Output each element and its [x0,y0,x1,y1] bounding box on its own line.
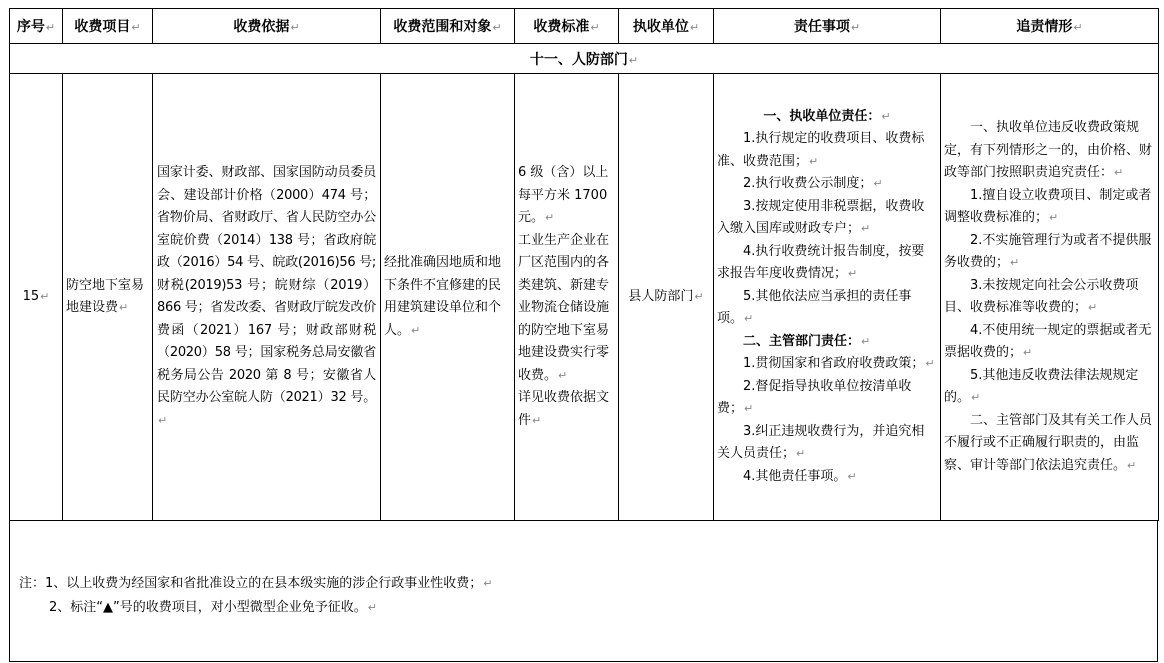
cell-scope: 经批准确因地质和地下条件不宜修建的民用建筑建设单位和个人。↵ [381,74,515,521]
resp-item: 1.执行规定的收费项目、收费标准、收费范围；↵ [717,131,925,169]
resp-item: 2.督促指导执收单位按清单收费；↵ [717,378,912,417]
standard-line-1: 6 级（含）以上每平方米 1700 元。↵ [518,165,609,225]
standard-line-3: 详见收费依据文件↵ [518,390,610,428]
header-standard: 收费标准↵ [515,9,619,44]
resp-item: 2.执行收费公示制度；↵ [743,176,883,192]
cell-standard [515,74,619,521]
header-basis: 收费依据↵ [153,9,381,44]
resp-item: 3.纠正违规收费行为，并追究相关人员责任；↵ [717,423,925,462]
table-row [10,74,1159,521]
header-item: 收费项目↵ [63,9,153,44]
cell-responsibility [714,74,941,521]
cell-item: 防空地下室易地建设费↵ [63,74,153,521]
section-row [10,44,1159,74]
account-item: 3.未按规定向社会公示收费项目、收费标准等收费的；↵ [944,277,1139,315]
resp-item: 4.其他责任事项。↵ [743,468,857,484]
resp-heading-1: 一、执收单位责任：↵ [763,108,891,124]
account-item: 1.擅自设立收费项目、制定或者调整收费标准的；↵ [944,187,1152,225]
header-accountability: 追责情形↵ [941,9,1159,44]
resp-item: 3.按规定使用非税票据，收费收入缴入国库或财政专户；↵ [717,198,925,237]
header-scope: 收费范围和对象↵ [381,9,515,44]
fee-table [9,8,1159,521]
note-line-1: 注：1、以上收费为经国家和省批准设立的在县本级实施的涉企行政事业性收费；↵ [19,576,493,591]
account-item: 4.不使用统一规定的票据或者无票据收费的；↵ [944,322,1152,360]
resp-item: 5.其他依法应当承担的责任事项。↵ [717,288,912,327]
standard-line-2: 工业生产企业在厂区范围内的各类建筑、新建专业物流仓储设施的防空地下室易地建设费实行零收费。↵ [518,232,610,383]
cell-unit: 县人防部门↵ [619,74,714,521]
notes [19,572,493,620]
resp-item: 1.贯彻国家和省政府收费政策；↵ [743,356,935,372]
note-line-2: 2、标注“▲”号的收费项目，对小型微型企业免予征收。↵ [49,600,377,615]
cell-basis: 国家计委、财政部、国家国防动员委员会、建设部计价格（2000）474 号；省物价局、省财政厅、省人民防空办公室皖价费（2014）138 号；省政府皖政（2016）54 号、皖政(2016)56 号;财税(2019)53 号；皖财综（2019）866 号；省发改委、省财政厅皖发改价费函（2021）167 号；财政部财税（2020）58 号；国家税务总局安徽省税务局公告 2020 第 8 号；安徽省人民防空办公室皖人防（2021）32 号。↵ [153,74,381,521]
section-title: 十一、人防部门↵ [10,44,1159,74]
cell-accountability [941,74,1159,521]
resp-heading-2: 二、主管部门责任：↵ [743,333,871,349]
account-item: 5.其他违反收费法律法规规定的。↵ [944,367,1139,405]
header-unit: 执收单位↵ [619,9,714,44]
cell-index: 15↵ [10,74,63,521]
account-item: 一、执收单位违反收费政策规定，有下列情形之一的，由价格、财政等部门按照职责追究责任：↵ [944,120,1153,180]
account-item: 2.不实施管理行为或者不提供服务收费的；↵ [944,232,1152,270]
resp-item: 4.执行收费统计报告制度，按要求报告年度收费情况；↵ [717,243,925,282]
header-row [10,9,1159,44]
header-index: 序号↵ [10,9,63,44]
account-item: 二、主管部门及其有关工作人员不履行或不正确履行职责的，由监察、审计等部门依法追究责任。↵ [944,412,1153,473]
header-responsibility: 责任事项↵ [714,9,941,44]
